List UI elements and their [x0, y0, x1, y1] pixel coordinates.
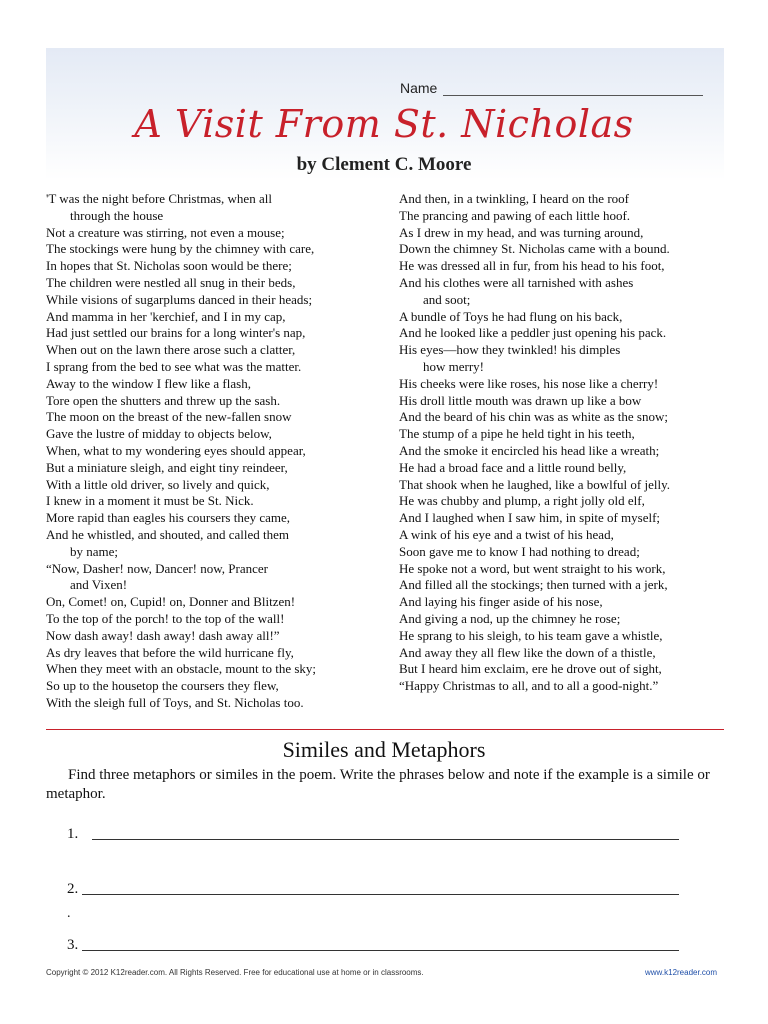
poem-line: and soot;: [423, 291, 471, 307]
copyright-notice: Copyright © 2012 K12reader.com. All Rights Reserved. Free for educational use at home or in classrooms.: [46, 968, 424, 977]
poem-line: The stump of a pipe he held tight in his teeth,: [399, 426, 635, 442]
answer-row-2: [67, 881, 679, 898]
poem-line: He spoke not a word, but went straight to his work,: [399, 560, 666, 576]
poem-line: Down the chimney St. Nicholas came with a bound.: [399, 241, 670, 257]
poem-line: And laying his finger aside of his nose,: [399, 594, 603, 610]
poem-line: His eyes—how they twinkled! his dimples: [399, 342, 621, 358]
poem-line: The prancing and pawing of each little hoof.: [399, 207, 631, 223]
section-divider: [46, 729, 724, 730]
section-title: Similes and Metaphors: [282, 737, 486, 762]
poem-line: As I drew in my head, and was turning around,: [399, 224, 644, 240]
poem-line: Now dash away! dash away! dash away all!”: [46, 627, 280, 643]
poem-column-right: [399, 191, 739, 695]
poem-line: On, Comet! on, Cupid! on, Donner and Blitzen!: [46, 594, 296, 610]
poem-line: by name;: [70, 543, 119, 559]
answer-number: 1.: [67, 826, 79, 842]
poem-line: I sprang from the bed to see what was the matter.: [46, 358, 302, 374]
poem-line: While visions of sugarplums danced in their heads;: [46, 291, 313, 307]
instructions-text: Find three metaphors or similes in the poem. Write the phrases below and note if the example is a simile or metaphor.: [46, 767, 710, 802]
poem-line: His cheeks were like roses, his nose like a cherry!: [399, 375, 659, 391]
poem-line: With a little old driver, so lively and quick,: [46, 476, 270, 492]
name-label: Name: [400, 80, 438, 96]
poem-line: When out on the lawn there arose such a clatter,: [46, 342, 296, 358]
poem-line: Gave the lustre of midday to objects below,: [46, 426, 272, 442]
poem-line: And filled all the stockings; then turned with a jerk,: [399, 577, 668, 593]
poem-line: He sprang to his sleigh, to his team gave a whistle,: [399, 627, 663, 643]
answer-row-1: [67, 826, 679, 843]
poem-line: “Now, Dasher! now, Dancer! now, Prancer: [46, 560, 268, 576]
poem-line: When, what to my wondering eyes should appear,: [46, 442, 306, 458]
poem-line: Not a creature was stirring, not even a mouse;: [46, 224, 285, 240]
poem-line: With the sleigh full of Toys, and St. Nicholas too.: [46, 694, 304, 710]
answer-row-3: [67, 937, 679, 954]
poem-line: 'T was the night before Christmas, when all: [46, 191, 272, 206]
poem-line: And giving a nod, up the chimney he rose;: [399, 610, 621, 626]
poem-line: And he looked like a peddler just opening his pack.: [399, 325, 667, 341]
poem-line: And I laughed when I saw him, in spite of myself;: [399, 510, 661, 526]
poem-line: But I heard him exclaim, ere he drove out of sight,: [399, 661, 662, 677]
poem-line: and Vixen!: [70, 577, 128, 593]
name-field[interactable]: [443, 95, 703, 96]
poem-line: To the top of the porch! to the top of the wall!: [46, 610, 285, 626]
poem-line: His droll little mouth was drawn up like a bow: [399, 392, 642, 408]
poem-line: I knew in a moment it must be St. Nick.: [46, 493, 254, 509]
poem-line: Tore open the shutters and threw up the sash.: [46, 392, 281, 408]
poem-line: And mamma in her 'kerchief, and I in my cap,: [46, 308, 286, 324]
poem-line: And away they all flew like the down of a thistle,: [399, 644, 656, 660]
poem-column-left: [46, 191, 386, 712]
poem-line: The moon on the breast of the new-fallen snow: [46, 409, 292, 425]
answer-number: 2.: [67, 881, 79, 897]
answer-line-2[interactable]: [82, 893, 679, 895]
poem-line: He was chubby and plump, a right jolly old elf,: [399, 493, 645, 509]
answer-line-3[interactable]: [82, 949, 679, 951]
page-title: A Visit From St. Nicholas: [134, 102, 634, 146]
poem-line: When they meet with an obstacle, mount to the sky;: [46, 661, 317, 677]
poem-line: That shook when he laughed, like a bowlful of jelly.: [399, 476, 671, 492]
poem-line: through the house: [70, 207, 164, 223]
poem-line: The stockings were hung by the chimney with care,: [46, 241, 315, 257]
poem-line: He had a broad face and a little round belly,: [399, 459, 627, 475]
poem-line: The children were nestled all snug in their beds,: [46, 274, 296, 290]
poem-line: He was dressed all in fur, from his head to his foot,: [399, 258, 665, 274]
stray-mark: .: [67, 906, 71, 921]
answer-line-1[interactable]: [92, 838, 679, 840]
poem-line: In hopes that St. Nicholas soon would be there;: [46, 258, 292, 274]
poem-line: But a miniature sleigh, and eight tiny reindeer,: [46, 459, 288, 475]
poem-line: A bundle of Toys he had flung on his back,: [399, 308, 623, 324]
poem-line: So up to the housetop the coursers they flew,: [46, 678, 279, 694]
poem-line: As dry leaves that before the wild hurricane fly,: [46, 644, 294, 660]
poem-line: And then, in a twinkling, I heard on the roof: [399, 191, 629, 206]
website-link[interactable]: www.k12reader.com: [645, 968, 718, 977]
poem-line: Soon gave me to know I had nothing to dread;: [399, 543, 640, 559]
poem-line: A wink of his eye and a twist of his head,: [399, 526, 614, 542]
poem-line: More rapid than eagles his coursers they came,: [46, 510, 291, 526]
poem-line: And the beard of his chin was as white as the snow;: [399, 409, 668, 425]
poem-line: And his clothes were all tarnished with ashes: [399, 274, 634, 290]
answer-number: 3.: [67, 937, 79, 953]
poem-line: And he whistled, and shouted, and called them: [46, 526, 289, 542]
poem-line: And the smoke it encircled his head like a wreath;: [399, 442, 660, 458]
poem-line: “Happy Christmas to all, and to all a good-night.”: [399, 678, 659, 694]
author-byline: by Clement C. Moore: [296, 154, 472, 175]
poem-line: Away to the window I flew like a flash,: [46, 375, 251, 391]
poem-line: Had just settled our brains for a long winter's nap,: [46, 325, 306, 341]
poem-line: how merry!: [423, 358, 485, 374]
